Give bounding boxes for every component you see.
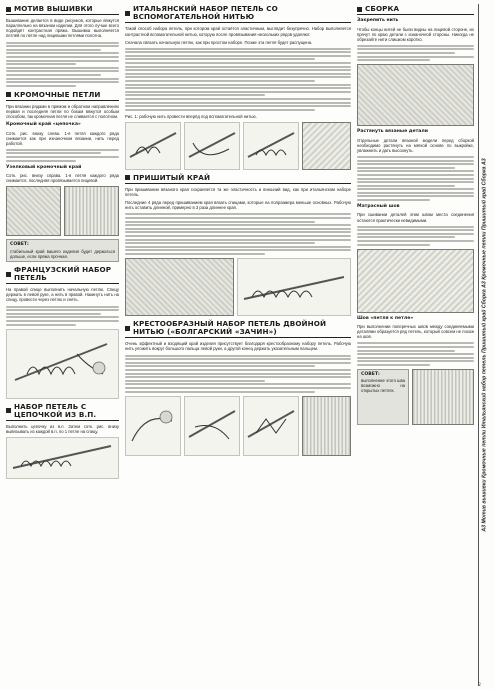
stitched-edge-photo: [125, 258, 234, 316]
motif-text: Вышивание делается в виде рисунков, которые вяжутся параллельно на вязаном изделии. Для этого лучше всего подойдёт контрастная пряжа. Вышивка выполняется петлёй по петле над лицевыми петлями полотна.: [6, 18, 119, 39]
stretch-pieces-text: Отдельные детали вязаной модели перед сборкой необходимо растянуть на мягкой основе по выкройке, увлажнить и дать высохнуть.: [357, 137, 474, 153]
column-left: [6, 4, 119, 684]
cross-fig-2: [184, 396, 240, 456]
knot-edge-photo: [64, 186, 119, 236]
page: [6, 4, 474, 684]
section-heading-cross-cast-on: КРЕСТООБРАЗНЫЙ НАБОР ПЕТЕЛЬ ДВОЙНОЙ НИТЬЮ («БОЛГАРСКИЙ «ЗАЧИН»): [125, 319, 351, 338]
finish-yarn-subheading: Закрепить нить: [357, 18, 399, 24]
chain-edge-subheading: Кромочный край «цепочка»: [6, 122, 81, 128]
square-bullet-icon: [125, 326, 130, 331]
finish-yarn-photo: [357, 64, 474, 126]
stretch-pieces-subheading: Растянуть вязаные детали: [357, 129, 428, 135]
mattress-stitch-photo: [357, 249, 474, 313]
cross-result-photo: [302, 396, 351, 456]
mattress-stitch-text: При сшивании деталей этим швом места соединения остаются практически невидимыми.: [357, 212, 474, 223]
square-bullet-icon: [6, 408, 11, 413]
french-cast-on-diagram: [6, 329, 119, 399]
loop-seam-photo: [412, 369, 474, 425]
sidebar-text: А3 Мотив вышивки Кромочные петли Итальянский набор петель Пришитый край Сборка А3 Кромочные петли Пришитый край Сборка А3: [482, 158, 488, 532]
square-bullet-icon: [125, 11, 130, 16]
section-heading-french-cast-on: ФРАНЦУЗСКИЙ НАБОР ПЕТЕЛЬ: [6, 265, 119, 284]
section-heading-motif: МОТИВ ВЫШИВКИ: [6, 4, 119, 15]
chain-edge-text: Сотк. рис. внизу слева. 1-я петля каждого ряда снимается как при изнаночном вязании, нить перед работой.: [6, 130, 119, 146]
cross-cast-on-figures: [125, 396, 351, 456]
column-right: [357, 4, 474, 684]
loop-seam-text: При выполнении поперечных швов между соединяемыми деталями образуется ряд петель, который совсем не похож на шов.: [357, 324, 474, 340]
cross-fig-3: [243, 396, 299, 456]
italian-fig-2: [184, 122, 240, 170]
motif-text-lines: [6, 42, 119, 87]
italian-result-photo: [302, 122, 351, 170]
stitched-edge-diagram: [237, 258, 351, 316]
vertical-sidebar: [478, 4, 491, 686]
chain-cast-on-text: Выполнить цепочку из в.п. Затем сотк. рис. внизу вывязывать из каждой в.п. по 1 петле на спицу.: [6, 423, 119, 434]
section-heading-assembly: СБОРКА: [357, 4, 474, 15]
section-heading-italian-cast-on: ИТАЛЬЯНСКИЙ НАБОР ПЕТЕЛЬ СО ВСПОМОГАТЕЛЬНОЙ НИТЬЮ: [125, 4, 351, 23]
stitched-edge-text-2: Последние 4 ряда перед пришиванием края вязать спицами, которые на полразмера меньше основных. Рабочую нить оставить длинной, примерно в 3 раза длиннее края.: [125, 200, 351, 211]
square-bullet-icon: [6, 92, 11, 97]
mattress-stitch-subheading: Матрасный шов: [357, 204, 400, 210]
chain-edge-photo: [6, 186, 61, 236]
advice-label: СОВЕТ:: [10, 242, 29, 248]
italian-fig-1: [125, 122, 181, 170]
italian-fig-3: [243, 122, 299, 170]
edge-stitch-photos: [6, 186, 119, 236]
stitched-edge-figures: [125, 258, 351, 316]
chain-cast-on-diagram: [6, 437, 119, 479]
cross-fig-1: [125, 396, 181, 456]
italian-fig-caption: Рис. 1: рабочую нить провести вперёд под вспомогательной нитью.: [125, 113, 257, 119]
advice-text: стабильный край вашего изделия будет держаться дольше, если пряжа прочная.: [10, 248, 115, 259]
page-number: 2: [478, 683, 481, 688]
italian-cast-on-figures: [125, 122, 351, 170]
section-heading-stitched-edge: ПРИШИТЫЙ КРАЙ: [125, 173, 351, 184]
italian-cast-on-text: Такой способ набора петель, при котором край остаётся эластичным, выглядит безупречно. Набор выполняется контрастной вспомогательной нитью, которую после провязывания нескольких рядов удаляют.: [125, 26, 351, 37]
section-heading-edge-stitches: КРОМОЧНЫЕ ПЕТЛИ: [6, 90, 119, 101]
assembly-advice-label: СОВЕТ:: [361, 371, 380, 377]
finish-yarn-text: Чтобы концы нитей не были видны на лицевой стороне, их прячут по краю детали с изнаночной стороны. Никогда не обрезайте нити слишком коротко.: [357, 26, 474, 42]
section-heading-chain-cast-on: НАБОР ПЕТЕЛЬ С ЦЕПОЧКОЙ ИЗ В.П.: [6, 402, 119, 421]
column-middle: [125, 4, 351, 684]
knot-edge-subheading: Узелковый кромочный край: [6, 164, 82, 170]
square-bullet-icon: [357, 7, 362, 12]
assembly-advice-text: выполнение этого шва возможно на открытых петлях.: [361, 378, 406, 394]
edge-stitches-text: При вязании рядами в прямом и обратном направлениях первая и последняя петли по бокам вяжутся особым способом, так кромочная петля не сливается с полотном.: [6, 103, 119, 120]
square-bullet-icon: [6, 272, 11, 277]
assembly-advice-box: [357, 369, 409, 425]
loop-seam-figures: [357, 369, 474, 425]
square-bullet-icon: [125, 175, 130, 180]
advice-box: [6, 239, 119, 262]
french-cast-on-text: На правой спице выполнить начальную петлю. Спицу держать в левой руке, а нить в правой. Накинуть нить на спицу, провести через петлю и снять.: [6, 287, 119, 303]
italian-cast-on-text-2: Сначала связать начальную петлю, как при простом наборе. Позже эта петля будет распущена.: [125, 39, 313, 45]
cross-cast-on-text: Очень эффектный и входящий край изделия присутствует благодаря крестообразному набору петель. Рабочую нить уложить вокруг большого пальца левой руки, а другой конец держать указательным пальцем.: [125, 341, 351, 352]
stitched-edge-text: При пришивании вязаного края сохраняется та же эластичность и внешний вид, как при итальянском наборе петель.: [125, 187, 351, 198]
loop-seam-subheading: Шов «петля к петле»: [357, 315, 414, 321]
knot-edge-text: Сотк. рис. внизу справа. 1-я петля каждого ряда снимается, последняя провязывается лицевой.: [6, 173, 119, 184]
square-bullet-icon: [6, 7, 11, 12]
